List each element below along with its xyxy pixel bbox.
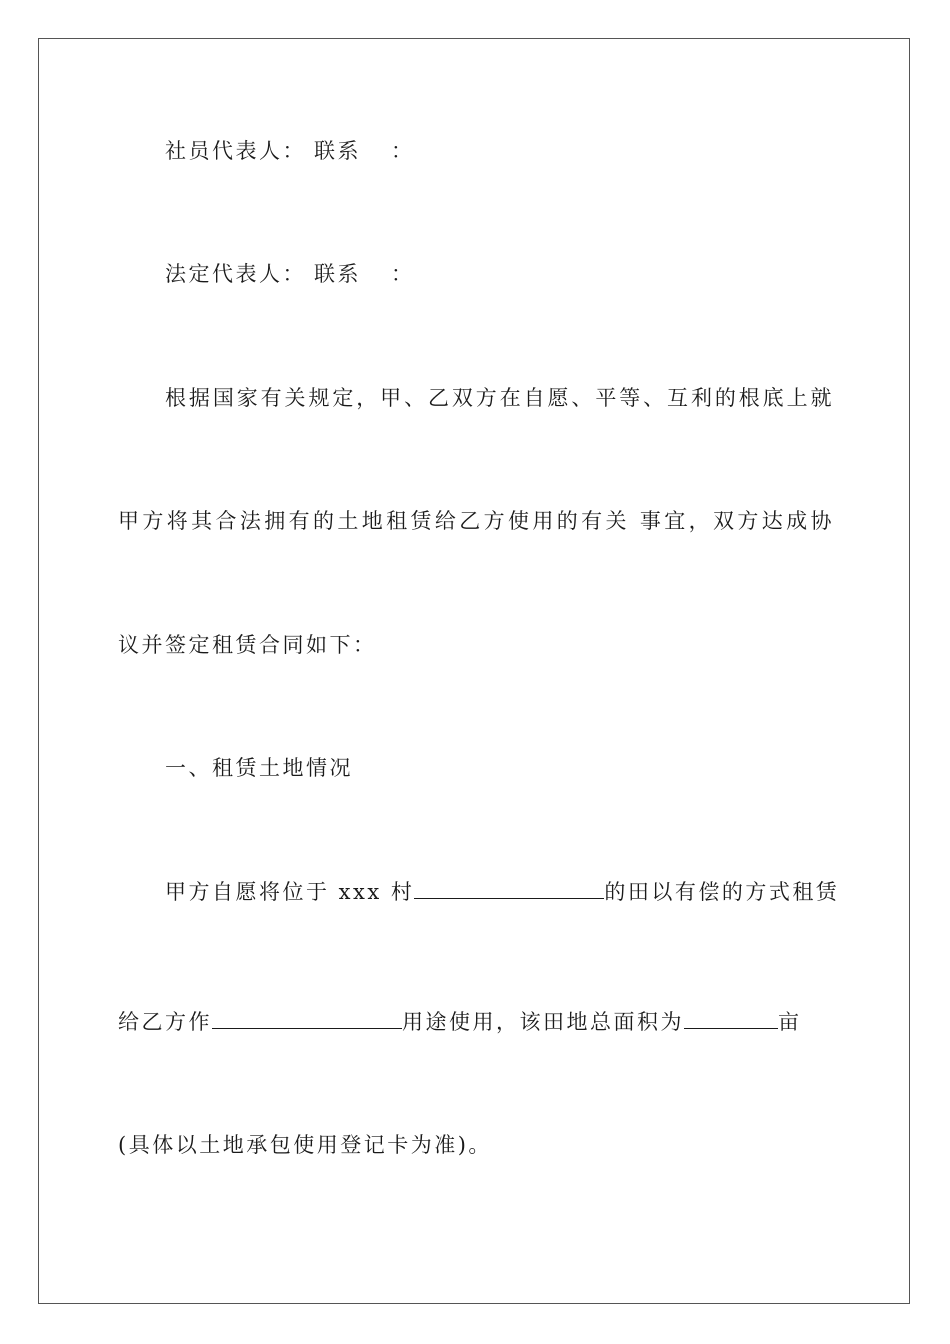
legal-contact-label: 联系	[314, 262, 361, 286]
legal-rep-label: 法定代表人：	[165, 262, 306, 286]
paragraph-1-line-1: 根据国家有关规定，甲、乙双方在自愿、平等、互利的根底上就	[165, 386, 834, 410]
usage-prefix: 给乙方作	[118, 1010, 212, 1034]
location-blank	[414, 880, 604, 899]
paragraph-2-line-2	[118, 1008, 834, 1036]
legal-representative-line	[165, 260, 834, 288]
legal-contact-colon: ：	[391, 262, 415, 286]
member-contact-label: 联系	[314, 139, 361, 163]
page-border	[38, 38, 910, 1304]
paragraph-1-line-2: 甲方将其合法拥有的土地租赁给乙方使用的有关 事宜，双方达成协	[118, 509, 834, 533]
area-label: 用途使用，该田地总面积为	[402, 1010, 684, 1034]
section-1-heading: 一、租赁土地情况	[165, 756, 353, 780]
area-unit: 亩	[778, 1010, 802, 1034]
area-blank	[684, 1010, 778, 1029]
usage-blank	[212, 1010, 402, 1029]
location-prefix: 甲方自愿将位于 xxx 村	[165, 880, 415, 904]
paragraph-1-line-3: 议并签定租赁合同如下：	[118, 633, 377, 657]
paragraph-2-line-1	[165, 878, 840, 906]
location-suffix: 的田以有偿的方式租赁	[604, 880, 840, 904]
paragraph-2-line-3: (具体以土地承包使用登记卡为准)。	[118, 1133, 492, 1157]
member-contact-colon: ：	[391, 139, 415, 163]
member-representative-line	[165, 137, 834, 165]
member-rep-label: 社员代表人：	[165, 139, 306, 163]
